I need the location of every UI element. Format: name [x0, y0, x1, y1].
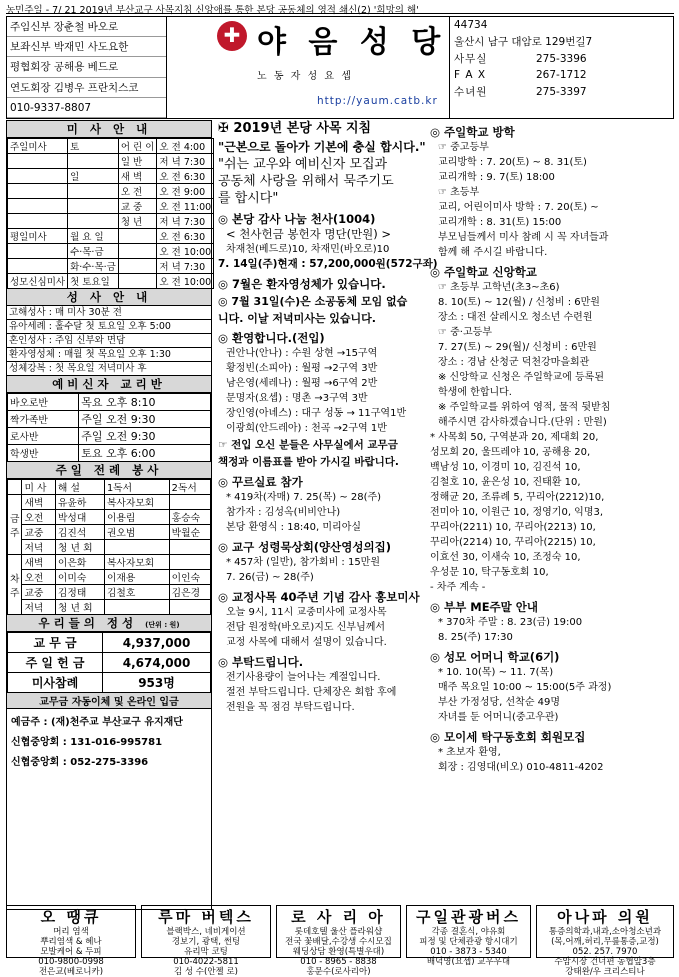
donation-line: 우성문 10, 탁구동호회 10, [430, 567, 549, 578]
transfer-note: ☞ 전입 오신 분들은 사무실에서 교무금 [218, 439, 398, 451]
service-cell: 저녁 [22, 540, 55, 555]
service-cell [169, 600, 210, 615]
ad-box [406, 905, 531, 967]
catechumen-cell: 토요 오후 6:00 [79, 445, 211, 462]
donation-line: 꾸리아(2214) 10, 꾸리아(2215) 10, [430, 537, 596, 548]
right-column [430, 120, 674, 875]
transfer-note: 책정과 이름표를 받아 가시길 바랍니다. [218, 456, 399, 468]
service-cell [104, 540, 169, 555]
mass-row [8, 199, 214, 214]
auto-title: 교무금 자동이체 및 온라인 입금 [7, 693, 211, 709]
sacrament-item: 혼인성사 : 주임 신부와 면담 [7, 334, 211, 348]
offering-cell: 교 무 금 [8, 633, 103, 653]
mass-row [8, 184, 214, 199]
left-column [6, 120, 212, 910]
section-line: ☞ 초등부 [438, 187, 480, 198]
service-group-label: 차주 [8, 555, 22, 615]
offering-title: 우리들의 정성 (단위 : 원) [7, 615, 211, 632]
catechumen-row [8, 445, 211, 462]
mass-cell [8, 259, 68, 274]
ad-box [536, 905, 674, 977]
service-cell: 오전 [22, 510, 55, 525]
ad-line: 배덕영(요셉) 교우우대 [426, 957, 511, 967]
mass-cell: 오 전 9:00 [157, 184, 214, 199]
sacrament-item: 고해성사 : 매 미사 30분 전 [7, 306, 211, 320]
mass-row [8, 274, 214, 289]
section-heading: 니다. 이날 저녁미사는 있습니다. [218, 312, 376, 325]
section-line: * 419차(자매) 7. 25(목) ~ 28(주) [226, 492, 382, 503]
ad-title: 구일관광버스 [416, 908, 521, 926]
mass-cell: 일 [68, 169, 119, 184]
section-line: 교리개학 : 9. 7(토) 18:00 [438, 172, 555, 183]
section-heading: ◎ 교구 성령묵상회(양산영성의집) [218, 540, 391, 554]
mass-cell [8, 154, 68, 169]
section-line: * 10. 10(목) ~ 11. 7(목) [438, 667, 554, 678]
service-cell [169, 495, 210, 510]
service-cell: 박성대 [55, 510, 104, 525]
service-head-cell [8, 480, 22, 495]
donation-line: 꾸리아(2211) 10, 꾸리아(2213) 10, [430, 522, 596, 533]
catechumen-row [8, 428, 211, 445]
mass-cell [118, 229, 157, 244]
service-cell: 복사자모회 [104, 495, 169, 510]
section-line: ☞ 중·고등부 [438, 327, 492, 338]
donation-line: 백남성 10, 이경미 10, 김진석 10, [430, 462, 581, 473]
section-line: 전담 원정학(바오로)지도 신부님께서 [226, 622, 386, 633]
sacrament-list [7, 306, 211, 376]
mass-cell: 오 전 10:00 [157, 244, 214, 259]
mass-cell: 저 녁 7:30 [157, 259, 214, 274]
mass-table [7, 138, 214, 289]
ad-line: (목,어깨,허리,무릎통증,교정) [551, 937, 659, 947]
service-head-cell: 해 설 [55, 480, 104, 495]
ad-line: 052. 257. 7970 [572, 947, 638, 957]
offering-cell: 주 일 헌 금 [8, 653, 103, 673]
mass-cell: 오 전 4:00 [157, 139, 214, 154]
ad-line: 경보기, 광택, 썬팅 [171, 937, 241, 947]
service-cell: 이은화 [55, 555, 104, 570]
mass-cell [8, 214, 68, 229]
section-line: 7. 27(토) ~ 29(월)/ 신청비 : 6만원 [438, 342, 597, 353]
service-cell: 김은경 [169, 585, 210, 600]
ad-title: 루마 버텍스 [158, 908, 254, 926]
ad-line: 전은교(베로니카) [38, 967, 104, 977]
section-line: 8. 10(토) ~ 12(월) / 신청비 : 6만원 [438, 297, 600, 308]
catechumen-cell: 목요 오후 8:10 [79, 394, 211, 411]
mass-row [8, 259, 214, 274]
section-line: 7. 26(금) ~ 28(주) [226, 572, 314, 583]
catechumen-cell: 주일 오전 9:30 [79, 411, 211, 428]
section-line: 장소 : 경남 산청군 덕천강마을회관 [438, 357, 590, 368]
sacrament-item: 성체강복 : 첫 목요일 저녁미사 후 [7, 362, 211, 376]
service-title: 주일 전례 봉사 [7, 462, 211, 479]
donor-header: < 천사헌금 봉헌자 명단(만원) > [226, 227, 392, 241]
section-line: 남은영(세레나) : 월평 →6구역 2반 [226, 378, 378, 389]
ad-line: 수암시장 건너편 농협앞3층 [554, 957, 656, 967]
ad-box [141, 905, 271, 977]
address: 울산시 남구 대암로 129번길7 [454, 35, 593, 48]
section-heading: ◎ 부탁드립니다. [218, 655, 304, 669]
service-cell: 이용림 [104, 510, 169, 525]
ad-line: 피정 및 단체관광 항시대기 [419, 937, 518, 947]
service-cell: 오전 [22, 570, 55, 585]
section-line: ※ 신앙학교 신청은 주일학교에 등록된 [438, 372, 604, 383]
catechumen-cell: 짝가족반 [8, 411, 79, 428]
ad-line: 김 성 수(안젤 로) [173, 967, 238, 977]
notice-title: ✠ 2019년 본당 사목 지침 [218, 121, 372, 136]
mass-cell: 오 전 6:30 [157, 169, 214, 184]
header [6, 16, 674, 119]
staff-yeondo: 연도회장 김병우 프란치스코 [7, 78, 166, 98]
notice-quote-line: "쉬는 교우와 예비신자 모집과 [218, 157, 388, 172]
church-logo-icon: ✚ [217, 21, 247, 51]
service-cell [104, 600, 169, 615]
masthead [167, 17, 449, 118]
section-heading: ◎ 7월은 환자영성체가 있습니다. [218, 277, 386, 291]
mass-row [8, 154, 214, 169]
contact-fax: F A X 267-1712 [454, 69, 587, 82]
section-line: ※ 주일학교를 위하여 영적, 물적 뒷받침 [438, 402, 611, 413]
staff-assistant: 보좌신부 박재민 사도요한 [7, 37, 166, 57]
ad-line: 웨딩상담 환영(특별우대) [292, 947, 385, 957]
section-heading: ◎ 성모 어머니 학교(6기) [430, 650, 560, 664]
mass-cell: 주일미사 [8, 139, 68, 154]
staff-list [7, 17, 167, 118]
ad-line: 010 - 3873 - 5340 [430, 947, 507, 957]
service-cell: 청 년 회 [55, 600, 104, 615]
ad-line: 홍문수(로사리아) [306, 967, 371, 977]
service-cell: 교중 [22, 585, 55, 600]
offering-row [8, 673, 211, 693]
offering-row [8, 633, 211, 653]
mass-cell [8, 169, 68, 184]
account-list [7, 709, 211, 777]
contact-box [449, 17, 673, 118]
ad-line: 010-4022-5811 [173, 957, 239, 967]
section-line: 학생에 한합니다. [438, 387, 512, 398]
service-row [8, 540, 211, 555]
service-cell: 새벽 [22, 495, 55, 510]
notice-quote-line: 공동체 사랑을 위해서 묵주기도 [218, 174, 394, 189]
sacrament-title: 성 사 안 내 [7, 289, 211, 306]
catechumen-cell: 로사반 [8, 428, 79, 445]
mass-cell: 저 녁 7:30 [157, 214, 214, 229]
catechumen-cell: 학생반 [8, 445, 79, 462]
section-line: 문명자(요셉) : 명촌 →3구역 3반 [226, 393, 368, 404]
section-line: 전원을 꼭 점검 부탁드립니다. [226, 702, 355, 713]
donation-line: 이효선 30, 이새숙 10, 조정숙 10, [430, 552, 581, 563]
ad-line: 머리 염색 [53, 927, 89, 937]
mass-row [8, 229, 214, 244]
mass-cell: 오 전 6:30 [157, 229, 214, 244]
mass-cell: 평일미사 [8, 229, 68, 244]
ad-box [276, 905, 401, 977]
section-line: 부모님들께서 미사 참례 시 꼭 자녀들과 [438, 232, 609, 243]
mass-cell: 저 녁 7:30 [157, 154, 214, 169]
mass-cell: 오 전 [118, 184, 157, 199]
offering-cell: 미사참례 [8, 673, 103, 693]
mass-cell [118, 274, 157, 289]
ad-line: 각종 결혼식, 야유회 [431, 927, 506, 937]
catechumen-row [8, 411, 211, 428]
section-heading: ◎ 주일학교 방학 [430, 125, 515, 139]
service-cell: 새벽 [22, 555, 55, 570]
mass-cell: 첫 토요일 [68, 274, 119, 289]
catechumen-row [8, 394, 211, 411]
catechumen-title: 예비신자 교리반 [7, 376, 211, 393]
section-line: 권안나(안나) : 수원 상현 →15구역 [226, 348, 378, 359]
donation-line: 김철호 10, 윤은성 10, 진태환 10, [430, 477, 581, 488]
service-row [8, 600, 211, 615]
sacrament-item: 유아세례 : 홀수달 첫 토요일 오후 5:00 [7, 320, 211, 334]
ad-line: 전국 꽃배달,수강생 수시모집 [285, 937, 392, 947]
service-head-cell: 미 사 [22, 480, 55, 495]
service-cell [169, 555, 210, 570]
service-row [8, 510, 211, 525]
service-group-label: 금주 [8, 495, 22, 555]
section-heading: ◎ 7월 31일(수)은 소공동체 모임 없습 [218, 295, 408, 308]
mass-cell: 화·수·목·금 [68, 259, 119, 274]
section-line: 절전 부탁드립니다. 단체장은 회합 후에 [226, 687, 397, 698]
service-row [8, 555, 211, 570]
mass-cell: 어 린 이 [118, 139, 157, 154]
service-cell: 청 년 회 [55, 540, 104, 555]
section-line: 8. 25(주) 17:30 [438, 632, 513, 643]
offering-row [8, 653, 211, 673]
section-line: 참가자 : 김성옥(비비안나) [226, 507, 341, 518]
website-link[interactable]: http://yaum.catb.kr [317, 95, 438, 107]
service-cell: 권오범 [104, 525, 169, 540]
page-title: 야 음 성 당 [257, 25, 447, 60]
section-line: ☞ 중고등부 [438, 142, 489, 153]
mass-cell [118, 244, 157, 259]
section-line: * 457차 (일반), 참가회비 : 15만원 [226, 557, 380, 568]
patron: 노 동 자 성 요 셉 [257, 71, 353, 82]
offering-cell: 953명 [103, 673, 211, 693]
section-heading: ◎ 모이세 탁구동호회 회원모집 [430, 730, 586, 744]
section-line: 황정빈(소피아) : 월평 →2구역 3반 [226, 363, 378, 374]
donation-line: - 차주 계속 - [430, 582, 486, 593]
offering-cell: 4,937,000 [103, 633, 211, 653]
account-line: 신협중앙회 : 052-275-3396 [11, 757, 149, 768]
service-cell: 이재용 [104, 570, 169, 585]
ad-line: 강태완/우 크리스티나 [565, 967, 645, 977]
section-line: 교리개학 : 8. 31(토) 15:00 [438, 217, 562, 228]
service-cell: 이인숙 [169, 570, 210, 585]
service-row [8, 525, 211, 540]
service-cell: 김진석 [55, 525, 104, 540]
donor-list: 차재천(베드로)10, 차재민(바오로)10 [226, 244, 390, 255]
service-row [8, 570, 211, 585]
section-line: ☞ 초등부 고학년(초3~초6) [438, 282, 560, 293]
section-line: 자녀를 둔 어머니(중고우관) [438, 712, 559, 723]
service-cell: 홍승숙 [169, 510, 210, 525]
account-line: 신협중앙회 : 131-016-995781 [11, 737, 163, 748]
catechumen-cell: 주일 오전 9:30 [79, 428, 211, 445]
section-line: 본당 환영식 : 18:40, 미리아실 [226, 522, 362, 533]
section-line: 부산 가정성당, 선착순 49명 [438, 697, 561, 708]
ad-line: 통증의학과,내과,소아청소년과 [548, 927, 662, 937]
section-heading: ◎ 주일학교 신앙학교 [430, 265, 537, 279]
section-line: 교리, 어린이미사 방학 : 7. 20(토) ~ [438, 202, 599, 213]
mass-cell: 교 중 [118, 199, 157, 214]
section-line: 오늘 9시, 11시 교중미사에 교정사목 [226, 607, 387, 618]
mass-title: 미 사 안 내 [7, 121, 211, 138]
service-table [7, 479, 211, 615]
service-cell: 박월순 [169, 525, 210, 540]
staff-pastor: 주임신부 장춘철 바오로 [7, 17, 166, 37]
mass-cell [68, 154, 119, 169]
section-line: 교리방학 : 7. 20(토) ~ 8. 31(토) [438, 157, 587, 168]
mass-cell [8, 244, 68, 259]
section-heading: ◎ 꾸르실료 참가 [218, 475, 303, 489]
offering-cell: 4,674,000 [103, 653, 211, 673]
service-cell: 저녁 [22, 600, 55, 615]
donation-line: * 사목회 50, 구역분과 20, 제대회 20, [430, 432, 599, 443]
ad-line: 010 - 8965 - 8838 [300, 957, 377, 967]
service-head [8, 480, 211, 495]
mass-cell: 월 요 일 [68, 229, 119, 244]
middle-column [218, 120, 438, 875]
mass-cell [68, 214, 119, 229]
mass-cell: 오 전 11:00 [157, 199, 214, 214]
service-cell: 교중 [22, 525, 55, 540]
service-cell [169, 540, 210, 555]
mass-cell [118, 259, 157, 274]
section-line: 회장 : 김영대(비오) 010-4811-4202 [438, 762, 604, 773]
contact-office: 사무실 275-3396 [454, 52, 587, 65]
section-heading: ◎ 부부 ME주말 안내 [430, 600, 538, 614]
mass-cell: 일 반 [118, 154, 157, 169]
section-heading: ◎ 본당 감사 나눔 천사(1004) [218, 212, 376, 226]
mass-cell [68, 184, 119, 199]
ad-title: 로 사 리 아 [291, 908, 386, 926]
service-row [8, 585, 211, 600]
ad-line: 뿌리염색 & 헤나 [40, 937, 102, 947]
section-line: * 370차 주말 : 8. 23(금) 19:00 [438, 617, 583, 628]
section-line: 이광희(안드레아) : 천곡 →2구역 1반 [226, 423, 387, 434]
offering-table [7, 632, 211, 693]
ad-title: 아나파 의원 [557, 908, 653, 926]
mass-cell: 청 년 [118, 214, 157, 229]
section-line: 장인영(아녜스) : 대구 성동 → 11구역1반 [226, 408, 407, 419]
notice-quote-line: 를 합시다" [218, 191, 279, 206]
mass-cell [8, 184, 68, 199]
postal-code: 44734 [454, 19, 488, 31]
ad-line: 롯데호텔 울산 플라워샵 [294, 927, 383, 937]
mass-cell: 오 전 10:00 [157, 274, 214, 289]
section-line: 해주시면 감사하겠습니다.(단위 : 만원) [438, 417, 607, 428]
ad-line: 블랙박스, 네비게이션 [166, 927, 246, 937]
section-line: 장소 : 대전 살레시오 청소년 수련원 [438, 312, 593, 323]
mass-cell: 새 벽 [118, 169, 157, 184]
ad-line: 010-9800-0998 [38, 957, 104, 967]
service-cell: 김철호 [104, 585, 169, 600]
service-row [8, 495, 211, 510]
ad-line: 모발케어 & 두피 [40, 947, 102, 957]
section-heading: ◎ 환영합니다.(전입) [218, 331, 325, 345]
service-head-cell: 2독서 [169, 480, 210, 495]
staff-council: 평협회장 공해용 베드로 [7, 57, 166, 77]
service-cell: 이미숙 [55, 570, 104, 585]
section-line: 함께 해 주시길 바랍니다. [438, 247, 548, 258]
mass-cell: 수·목·금 [68, 244, 119, 259]
contact-convent: 수녀원 275-3397 [454, 86, 587, 99]
mass-row [8, 214, 214, 229]
donation-line: 전미아 10, 이원근 10, 정영기0, 익명3, [430, 507, 604, 518]
catechumen-cell: 바오로반 [8, 394, 79, 411]
mass-row [8, 139, 214, 154]
section-line: * 초보자 환영, [438, 747, 501, 758]
mass-cell: 성모신심미사 [8, 274, 68, 289]
section-line: 매주 목요일 10:00 ~ 15:00(5주 과정) [438, 682, 612, 693]
ad-title: 오 땡큐 [40, 908, 102, 926]
account-line: 예금주 : (재)천주교 부산교구 유지재단 [11, 717, 183, 728]
mass-row [8, 244, 214, 259]
mass-cell [8, 199, 68, 214]
sacrament-item: 환자영성체 : 매월 첫 목요일 오후 1:30 [7, 348, 211, 362]
mass-row [8, 169, 214, 184]
section-line: 전기사용량이 늘어나는 계절입니다. [226, 672, 381, 683]
section-heading: ◎ 교정사목 40주년 기념 감사 홍보미사 [218, 590, 420, 604]
mass-cell: 토 [68, 139, 119, 154]
service-cell: 김정태 [55, 585, 104, 600]
staff-phone: 010-9337-8807 [7, 98, 166, 118]
service-cell: 복사자모회 [104, 555, 169, 570]
donation-total: 7. 14일(주)현재 : 57,200,000원(572구좌) [218, 258, 438, 270]
donation-line: 성모회 20, 울뜨레야 10, 공해용 20, [430, 447, 591, 458]
ad-strip [6, 905, 674, 977]
service-cell: 유윤하 [55, 495, 104, 510]
section-line: 교정 사목에 대해서 설명이 있습니다. [226, 637, 387, 648]
mass-cell [68, 199, 119, 214]
catechumen-table [7, 393, 211, 462]
service-head-cell: 1독서 [104, 480, 169, 495]
top-banner: 농민주일 - 7/ 21 2019년 부산교구 사목지침 신앙애를 통한 본당 공동체의 영적 쇄신(2) '희망의 해' [6, 2, 674, 14]
notice-quote: "근본으로 돌아가 기본에 충실 합시다." [218, 140, 426, 154]
ad-box [6, 905, 136, 977]
donation-line: 정해균 20, 조류례 5, 꾸리아(2212)10, [430, 492, 605, 503]
ad-line: 유리막 코팅 [184, 947, 228, 957]
